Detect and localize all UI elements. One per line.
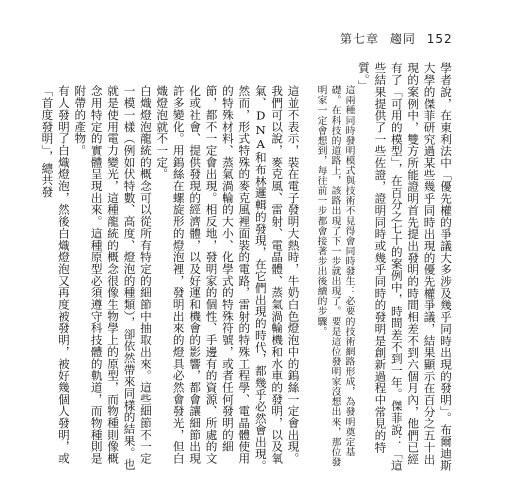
running-header: [340, 30, 480, 48]
paragraph-4: 有人發明了白熾燈泡，然後白熾燈泡又再度被發明，被好幾個人發明，或「首度發明」，總共發: [40, 85, 71, 465]
paragraph-1: 學者說，在東利法中「優先權的爭議大多涉及幾乎同時出現的發明」。布爾迪斯大學的傑菲研究過某些幾乎同時出現的優先權爭議，結果顯示在百分之五十出現的案例中，雙方所能證明首先提出發明的時間相差不到六個月內，他們已經有了「可用的模型」，在百分之七十的案例中，時間差不到一年。傑菲說：「這些結果提供了一些佐證，證明同時或幾乎同時的發明是創新過程中常見的特質。」: [356, 62, 453, 471]
page-number: 152: [426, 32, 453, 46]
chapter-label: 第七章: [340, 32, 380, 46]
paragraph-3: 白熾燈泡龍統的概念可以從所有特定的細節中抽取出來。這些細節不一定一模一樣（例如伏特數、高度、燈泡的種類），卻依然帶來同樣的結果。也就是使用電力變光，這種龍統的概念很像生物學上的原型，而物種則像概念用特定的實體呈現出來。這種原型必須遵守科技體的軌道，而物種則是附帶的產物。: [73, 85, 153, 471]
indented-note: 這兩種同時發明模式與技術不見得會同時發生：必要的技術網路形成，為發明奠定基礎。在科技的道路上，該路出現了下一步就出現了。要是這位發明家沒想出來，那位發明家一定會想到，每往前一步都會接著步出後續的步驟。: [315, 85, 355, 467]
chapter-title: 趨同: [389, 32, 416, 46]
paragraph-2: 這並不表示，裝在電子發明大熱時，牛奶白色燈泡中的鎢絲一定會出現。我們可以說，麥克風、雷射、電晶體、蒸氣渦輪機和水車的發明，以及氧氣、DNA和布林邏輯的發現，在它們出現的時代，都幾乎必然會出現。然而，形式特殊的麥克風裡面裝的電路，雷射的特殊工程學、電晶體使用的特殊材料、蒸氣渦輪的大小、化學式的特殊符號，或者任何發明的細節，都不一定會出現。相反地，發明家的個性、手邊有的資源、所處的文化或社會、提供發現的經濟體，以及好運和機會的影響，都會讓細節出現許多變化。用鎢絲在螺旋形的燈泡裡，發明出來的燈具必然會發光，但白熾燈泡就不一定。: [155, 85, 301, 472]
body-text: [39, 62, 454, 476]
